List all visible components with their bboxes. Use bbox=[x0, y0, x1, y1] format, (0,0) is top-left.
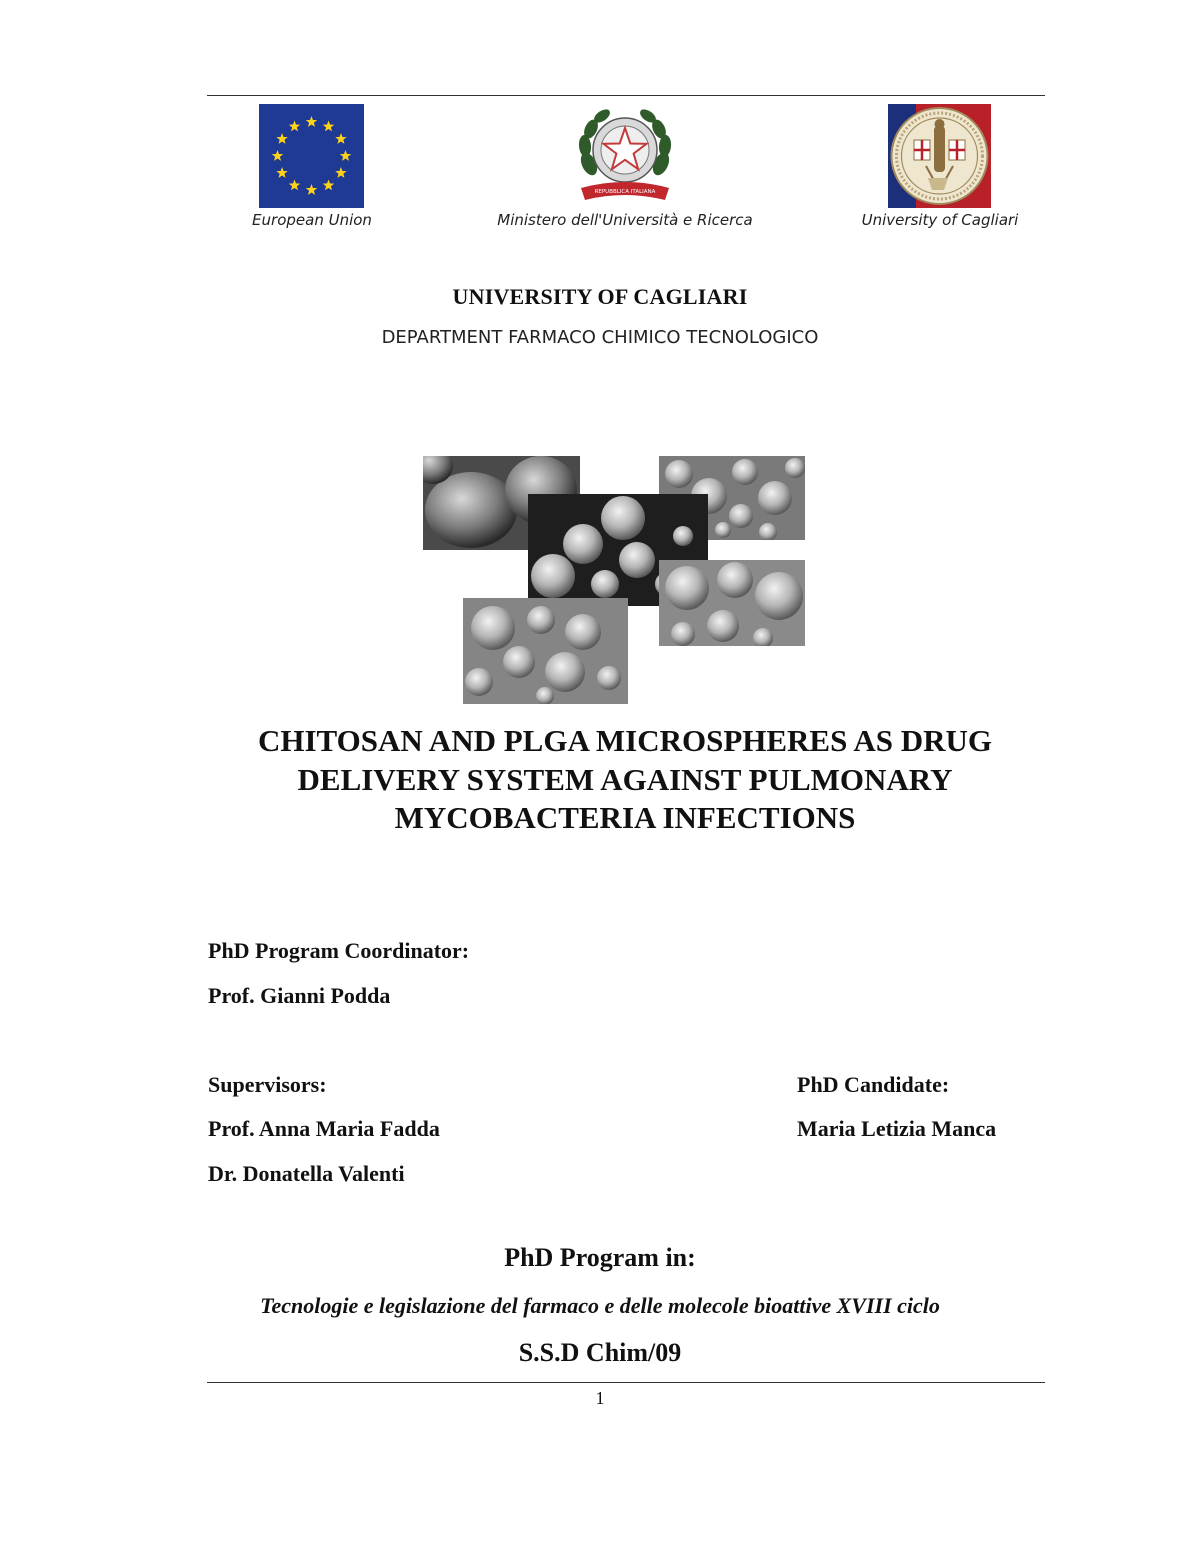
ssd-code: S.S.D Chim/09 bbox=[518, 1338, 682, 1367]
page-number: 1 bbox=[595, 1388, 605, 1408]
microspheres-sem-collage bbox=[423, 456, 805, 704]
supervisor-name: Dr. Donatella Valenti bbox=[208, 1161, 405, 1186]
italian-republic-emblem bbox=[575, 102, 675, 206]
eu-flag-logo bbox=[259, 104, 364, 208]
department-name: DEPARTMENT FARMACO CHIMICO TECNOLOGICO bbox=[381, 327, 819, 348]
program-label: PhD Program in: bbox=[504, 1243, 696, 1272]
supervisors-label: Supervisors: bbox=[208, 1072, 327, 1097]
coordinator-label: PhD Program Coordinator: bbox=[208, 938, 470, 963]
university-caption: University of Cagliari bbox=[861, 211, 1019, 229]
eu-caption: European Union bbox=[252, 211, 372, 229]
thesis-title-line: DELIVERY SYSTEM AGAINST PULMONARY bbox=[297, 761, 953, 797]
bottom-rule bbox=[207, 1382, 1045, 1383]
university-seal-logo bbox=[888, 104, 991, 208]
university-name: UNIVERSITY OF CAGLIARI bbox=[452, 284, 748, 309]
thesis-title-line: MYCOBACTERIA INFECTIONS bbox=[394, 800, 856, 835]
emblem-ribbon-text: REPUBBLICA ITALIANA bbox=[594, 189, 656, 195]
ministry-caption: Ministero dell'Università e Ricerca bbox=[497, 211, 753, 229]
top-rule bbox=[207, 95, 1045, 96]
supervisor-name: Prof. Anna Maria Fadda bbox=[208, 1116, 440, 1141]
candidate-name: Maria Letizia Manca bbox=[797, 1116, 997, 1141]
coordinator-name: Prof. Gianni Podda bbox=[208, 983, 391, 1008]
program-name: Tecnologie e legislazione del farmaco e delle molecole bioattive XVIII ciclo bbox=[260, 1293, 940, 1318]
candidate-label: PhD Candidate: bbox=[797, 1072, 950, 1097]
thesis-title-line: CHITOSAN AND PLGA MICROSPHERES AS DRUG bbox=[257, 723, 993, 758]
thesis-title bbox=[190, 722, 1060, 838]
